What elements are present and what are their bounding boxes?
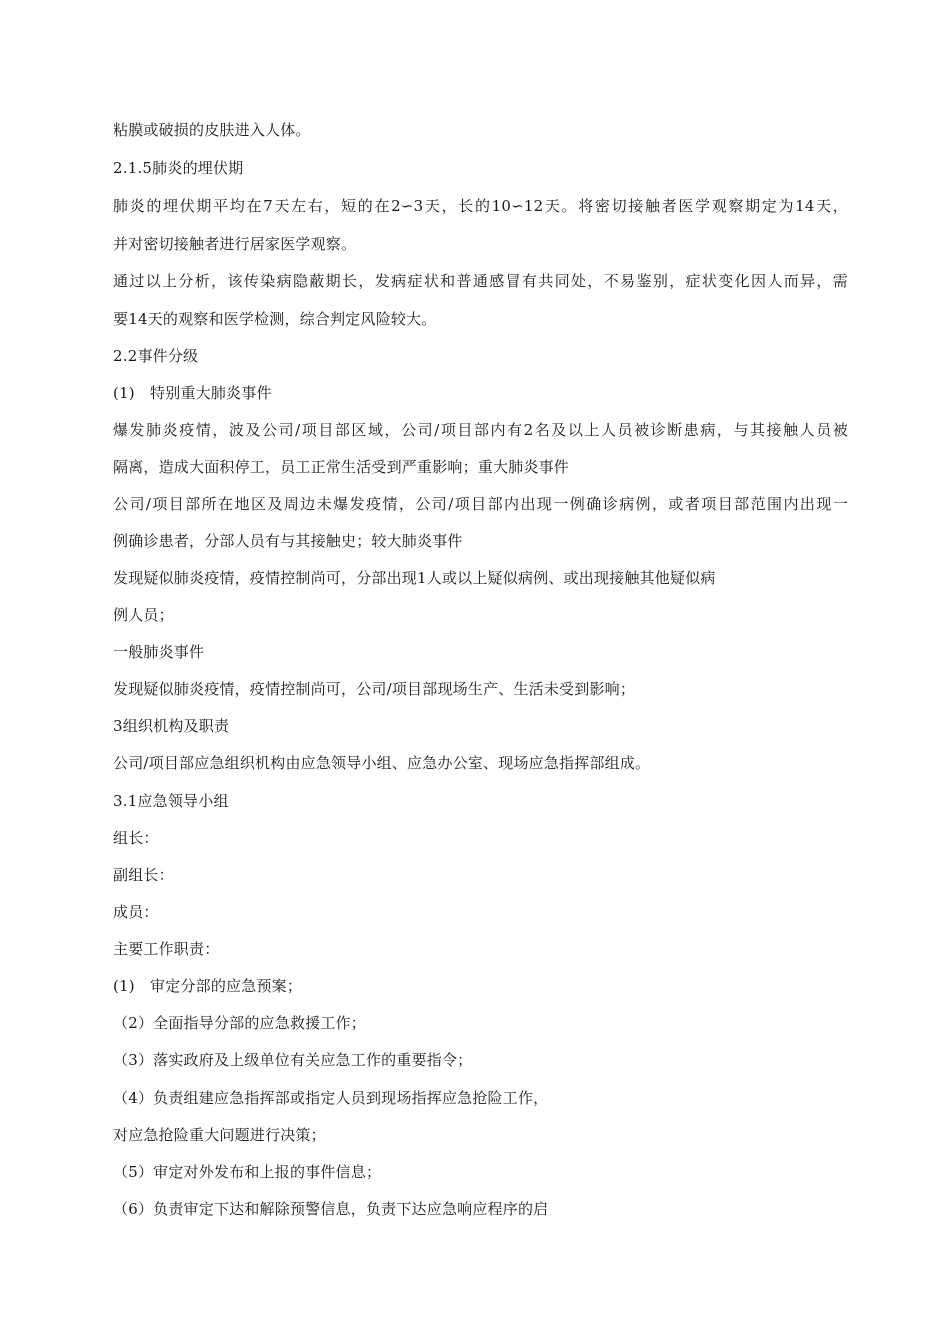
text-line: 通过以上分析，该传染病隐蔽期长，发病症状和普通感冒有共同处，不易鉴别，症状变化因人而异，需	[113, 272, 848, 290]
text-line: 成员：	[113, 903, 159, 921]
list-item: （6）负责审定下达和解除预警信息，负责下达应急响应程序的启	[113, 1200, 549, 1218]
section-heading: 3组织机构及职责	[113, 717, 230, 735]
text-line: 副组长：	[113, 866, 174, 884]
section-heading: 2.1.5肺炎的埋伏期	[113, 159, 244, 177]
text-line: 例人员；	[113, 606, 174, 624]
section-heading: 2.2事件分级	[113, 347, 199, 365]
text-line: 对应急抢险重大问题进行决策；	[113, 1126, 326, 1144]
text-line: 要14天的观察和医学检测，综合判定风险较大。	[113, 310, 437, 328]
text-line: 公司/项目部应急组织机构由应急领导小组、应急办公室、现场应急指挥部组成。	[113, 754, 651, 772]
text-line: 隔离，造成大面积停工，员工正常生活受到严重影响；重大肺炎事件	[113, 458, 570, 476]
text-line: 爆发肺炎疫情，波及公司/项目部区域，公司/项目部内有2名及以上人员被诊断患病，与其接触人员被	[113, 421, 848, 439]
text-line: 并对密切接触者进行居家医学观察。	[113, 235, 357, 253]
text-line: 粘膜或破损的皮肤进入人体。	[113, 121, 311, 139]
list-item: （3）落实政府及上级单位有关应急工作的重要指令；	[113, 1051, 473, 1069]
text-line: 主要工作职责：	[113, 940, 220, 958]
text-line: 肺炎的埋伏期平均在7天左右，短的在2∽3天，长的10∽12天。将密切接触者医学观察期定为14天，	[113, 197, 848, 215]
list-item: (1) 审定分部的应急预案；	[113, 977, 303, 995]
list-item: （5）审定对外发布和上报的事件信息；	[113, 1163, 382, 1181]
text-line: 一般肺炎事件	[113, 643, 205, 661]
text-line: 例确诊患者，分部人员有与其接触史；较大肺炎事件	[113, 532, 463, 550]
text-line: 发现疑似肺炎疫情，疫情控制尚可，公司/项目部现场生产、生活未受到影响；	[113, 680, 636, 698]
list-item: （2）全面指导分部的应急救援工作；	[113, 1014, 366, 1032]
list-item: （4）负责组建应急指挥部或指定人员到现场指挥应急抢险工作，	[113, 1089, 549, 1107]
text-line: 发现疑似肺炎疫情，疫情控制尚可，分部出现1人或以上疑似病例、或出现接触其他疑似病	[113, 569, 716, 587]
text-line: 组长：	[113, 829, 159, 847]
list-item: (1) 特别重大肺炎事件	[113, 384, 272, 402]
text-line: 公司/项目部所在地区及周边未爆发疫情，公司/项目部内出现一例确诊病例，或者项目部范围内出现一	[113, 495, 848, 513]
section-heading: 3.1应急领导小组	[113, 792, 229, 810]
